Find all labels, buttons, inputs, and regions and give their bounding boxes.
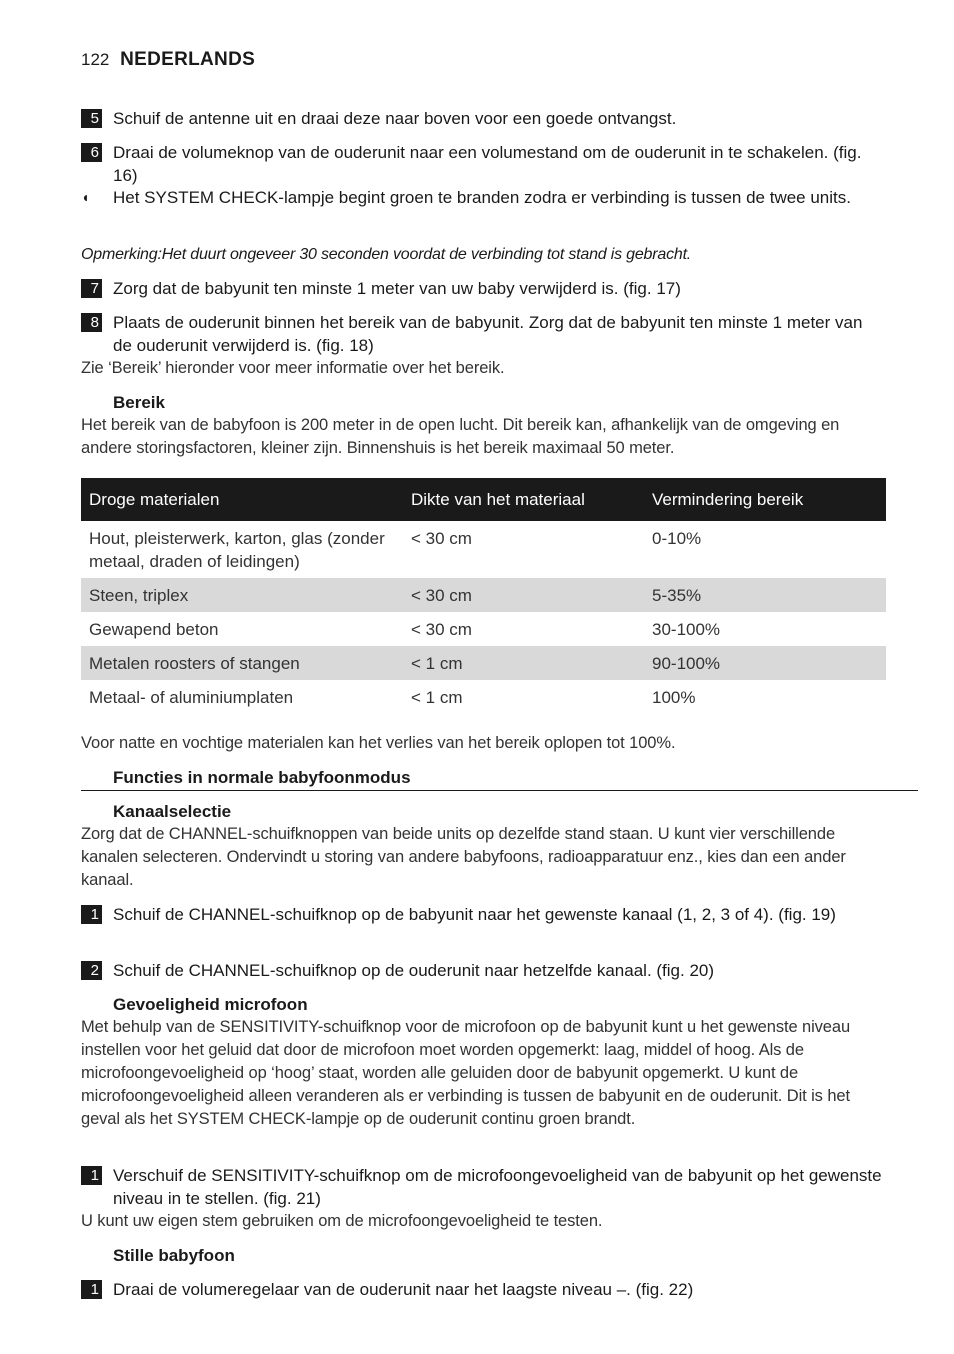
step-channel-2 xyxy=(81,959,886,982)
table-cell: Hout, pleisterwerk, karton, glas (zonder metaal, draden of leidingen) xyxy=(89,529,385,571)
step-sensitivity-1 xyxy=(81,1164,886,1210)
paragraph-zie: Zie ‘Bereik’ hieronder voor meer informatie over het bereik. xyxy=(81,359,505,377)
heading-stille-babyfoon: Stille babyfoon xyxy=(113,1246,235,1265)
step-6 xyxy=(81,141,886,187)
step-text: Zorg dat de babyunit ten minste 1 meter van uw baby verwijderd is. (fig. 17) xyxy=(113,279,681,298)
table-cell: < 30 cm xyxy=(403,578,644,612)
column-header: Droge materialen xyxy=(81,478,403,521)
table-cell: < 1 cm xyxy=(403,646,644,680)
paragraph-kanaal: Zorg dat de CHANNEL-schuifknoppen van beide units op dezelfde stand staan. U kunt vier verschillende kanalen selecteren. Ondervindt u storing van andere babyfoons, radioapparatuur enz., kies dan een ander kanaal. xyxy=(81,825,846,889)
step-number: 2 xyxy=(81,961,102,980)
page-number: 122 xyxy=(81,50,110,69)
step-text: Schuif de CHANNEL-schuifknop op de ouderunit naar hetzelfde kanaal. (fig. 20) xyxy=(113,961,715,980)
range-table xyxy=(81,478,886,714)
step-number: 6 xyxy=(81,143,102,162)
paragraph-bereik: Het bereik van de babyfoon is 200 meter in de open lucht. Dit bereik kan, afhankelijk van de omgeving en andere storingsfactoren, kleiner zijn. Binnenshuis is het bereik maximaal 50 meter. xyxy=(81,416,840,457)
table-cell: Steen, triplex xyxy=(81,578,403,612)
bullet-text: Het SYSTEM CHECK-lampje begint groen te branden zodra er verbinding is tussen de twee units. xyxy=(113,188,851,207)
table-row xyxy=(81,646,886,680)
heading-gevoeligheid: Gevoeligheid microfoon xyxy=(113,995,308,1014)
step-number: 1 xyxy=(81,1280,102,1299)
table-cell: 5-35% xyxy=(644,578,886,612)
table-row xyxy=(81,680,886,714)
table-header-row xyxy=(81,478,886,521)
step-text: Draai de volumeregelaar van de ouderunit naar het laagste niveau –. (fig. 22) xyxy=(113,1280,694,1299)
table-cell: < 30 cm xyxy=(411,620,472,639)
step-number: 1 xyxy=(81,1166,102,1185)
language-title: NEDERLANDS xyxy=(120,49,256,70)
table-cell: Gewapend beton xyxy=(89,620,219,639)
heading-bereik: Bereik xyxy=(113,393,165,412)
step-number: 1 xyxy=(81,905,102,924)
table-cell: < 1 cm xyxy=(411,688,463,707)
heading-kanaalselectie: Kanaalselectie xyxy=(113,802,232,821)
paragraph-natte: Voor natte en vochtige materialen kan het verlies van het bereik oplopen tot 100%. xyxy=(81,734,676,752)
result-bullet xyxy=(81,186,886,209)
note: Opmerking:Het duurt ongeveer 30 seconden voordat de verbinding tot stand is gebracht. xyxy=(81,246,692,263)
table-row xyxy=(81,521,886,578)
table-cell: 90-100% xyxy=(644,646,886,680)
column-header: Dikte van het materiaal xyxy=(403,478,644,521)
paragraph-stem: U kunt uw eigen stem gebruiken om de microfoongevoeligheid te testen. xyxy=(81,1212,603,1230)
step-number: 8 xyxy=(81,313,102,332)
step-text: Plaats de ouderunit binnen het bereik van de babyunit. Zorg dat de babyunit ten minste 1 meter van de ouderunit verwijderd is. (fig. 18) xyxy=(113,313,863,355)
table-cell: Metaal- of aluminiumplaten xyxy=(89,688,294,707)
table-cell: < 30 cm xyxy=(411,529,472,548)
page-header xyxy=(81,49,255,71)
step-text: Draai de volumeknop van de ouderunit naar een volumestand om de ouderunit in te schakelen. (fig. 16) xyxy=(113,143,862,185)
bullet-arrow-icon: ◖ xyxy=(81,189,90,205)
paragraph-gevoeligheid: Met behulp van de SENSITIVITY-schuifknop voor de microfoon op de babyunit kunt u het gewenste niveau instellen voor het geluid dat door de microfoon moet worden opgemerkt: laag, middel of hoog. Als de microfoongevoeligheid op ‘hoog’ staat, worden alle geluiden door de babyunit opgemerkt. U kunt de microfoongevoeligheid alleen veranderen als er verbinding is tussen de babyunit en de ouderunit. Dit is het geval als het SYSTEM CHECK-lampje op de ouderunit continu groen brandt. xyxy=(81,1018,851,1128)
column-header: Vermindering bereik xyxy=(644,478,886,521)
table-cell: 30-100% xyxy=(652,620,721,639)
step-silent-1 xyxy=(81,1278,886,1301)
step-7 xyxy=(81,277,886,300)
table-cell: Metalen roosters of stangen xyxy=(81,646,403,680)
table-row xyxy=(81,612,886,646)
step-text: Schuif de antenne uit en draai deze naar boven voor een goede ontvangst. xyxy=(113,109,677,128)
table-cell: 0-10% xyxy=(652,529,702,548)
step-8 xyxy=(81,311,886,357)
section-heading-functies: Functies in normale babyfoonmodus xyxy=(81,766,918,791)
table-row xyxy=(81,578,886,612)
table-cell: 100% xyxy=(652,688,696,707)
step-number: 7 xyxy=(81,279,102,298)
step-5 xyxy=(81,107,886,130)
step-text: Schuif de CHANNEL-schuifknop op de babyunit naar het gewenste kanaal (1, 2, 3 of 4). (fig. 19) xyxy=(113,905,836,924)
step-text: Verschuif de SENSITIVITY-schuifknop om de microfoongevoeligheid van de babyunit op het gewenste niveau in te stellen. (fig. 21) xyxy=(113,1166,882,1208)
step-number: 5 xyxy=(81,109,102,128)
step-channel-1 xyxy=(81,903,886,926)
